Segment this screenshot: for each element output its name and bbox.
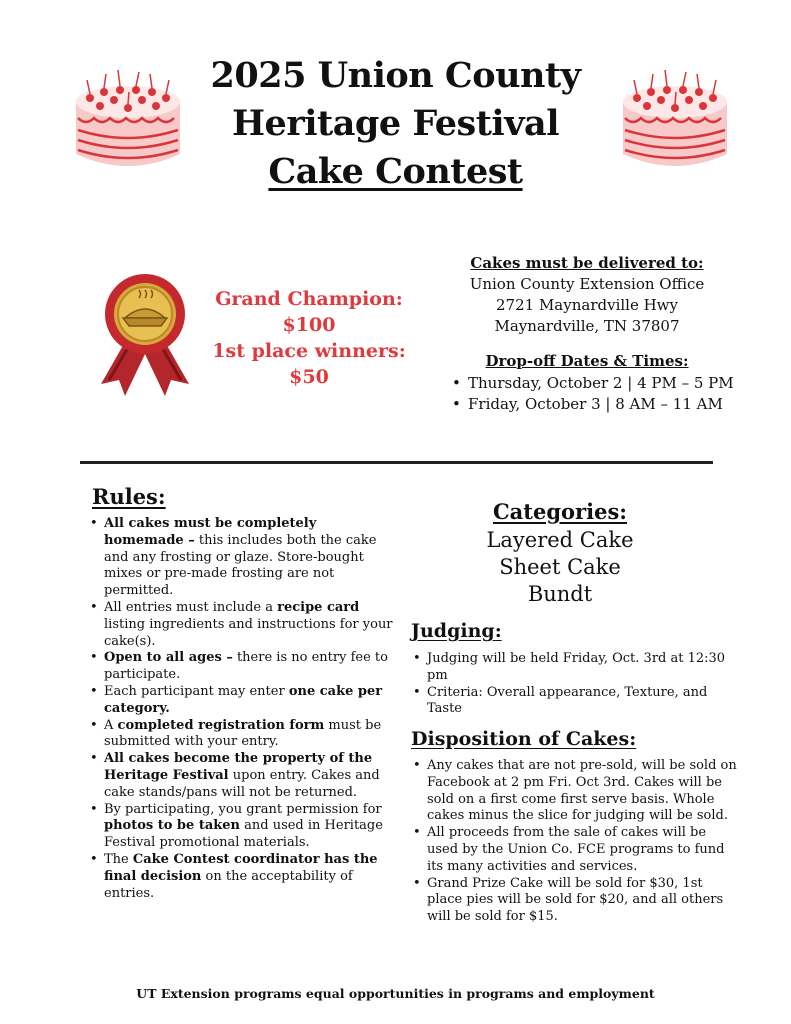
rules-title: Rules: [92, 484, 166, 509]
delivery-address-line-3: Maynardville, TN 37807 [494, 317, 680, 335]
category-item: Layered Cake [486, 528, 634, 552]
delivery-address-line-1: Union County Extension Office [469, 275, 705, 293]
prize-first-place-label: 1st place winners: [212, 340, 406, 362]
title-line-2: Heritage Festival [231, 103, 560, 144]
categories-section [430, 497, 690, 608]
prize-grand-champion-label: Grand Champion: [215, 288, 403, 310]
rules-list [88, 516, 393, 902]
disposition-list [411, 758, 741, 926]
title-line-3: Cake Contest [268, 151, 523, 192]
judging-title: Judging: [411, 620, 502, 642]
title-line-1: 2025 Union County [210, 55, 581, 96]
category-item: Bundt [527, 582, 593, 606]
rule-item: • Open to all ages – there is no entry fee to participate. [88, 650, 393, 684]
delivery-address-line-2: 2721 Maynardville Hwy [496, 296, 678, 314]
rule-item: • All entries must include a recipe card listing ingredients and instructions for your cake(s). [88, 600, 393, 650]
judging-list [411, 651, 731, 718]
judging-item: • Criteria: Overall appearance, Texture, and Taste [411, 685, 731, 719]
categories-title: Categories: [492, 499, 628, 524]
rule-item: • All cakes must be completely homemade – this includes both the cake and any frosting or glaze. Store-bought mixes or pre-made frosting are not permitted. [88, 516, 393, 600]
disposition-item: • Grand Prize Cake will be sold for $30, 1st place pies will be sold for $20, and all others will be sold for $15. [411, 876, 741, 926]
rule-item: • A completed registration form must be submitted with your entry. [88, 718, 393, 752]
dropoff-list [452, 373, 746, 415]
prize-first-place-amount: $50 [289, 366, 329, 388]
prize-grand-champion-amount: $100 [282, 314, 336, 336]
rule-item: • The Cake Contest coordinator has the final decision on the acceptability of entries. [88, 852, 393, 902]
rule-item: • Each participant may enter one cake per category. [88, 684, 393, 718]
award-ribbon-icon [95, 272, 195, 398]
dropoff-date: • Thursday, October 2 | 4 PM – 5 PM [452, 373, 746, 394]
dropoff-date: • Friday, October 3 | 8 AM – 11 AM [452, 394, 746, 415]
dropoff-heading: Drop-off Dates & Times: [485, 352, 689, 370]
delivery-info [428, 253, 746, 415]
disposition-item: • Any cakes that are not pre-sold, will be sold on Facebook at 2 pm Fri. Oct 3rd. Cakes will be sold on a first come first serve basis. Whole cakes minus the slice for judging will be sold. [411, 758, 741, 825]
rule-item: • All cakes become the property of the Heritage Festival upon entry. Cakes and cake stands/pans will not be returned. [88, 751, 393, 801]
disposition-item: • All proceeds from the sale of cakes will be used by the Union Co. FCE programs to fund its many activities and services. [411, 825, 741, 875]
footer-disclaimer: UT Extension programs equal opportunities in programs and employment [136, 986, 655, 1001]
rule-item: • By participating, you grant permission for photos to be taken and used in Heritage Festival promotional materials. [88, 802, 393, 852]
prize-info [200, 286, 418, 390]
judging-item: • Judging will be held Friday, Oct. 3rd at 12:30 pm [411, 651, 731, 685]
category-item: Sheet Cake [499, 555, 621, 579]
section-divider [80, 461, 713, 464]
page-title [150, 52, 641, 196]
disposition-title: Disposition of Cakes: [411, 728, 637, 750]
delivery-heading: Cakes must be delivered to: [470, 254, 704, 272]
